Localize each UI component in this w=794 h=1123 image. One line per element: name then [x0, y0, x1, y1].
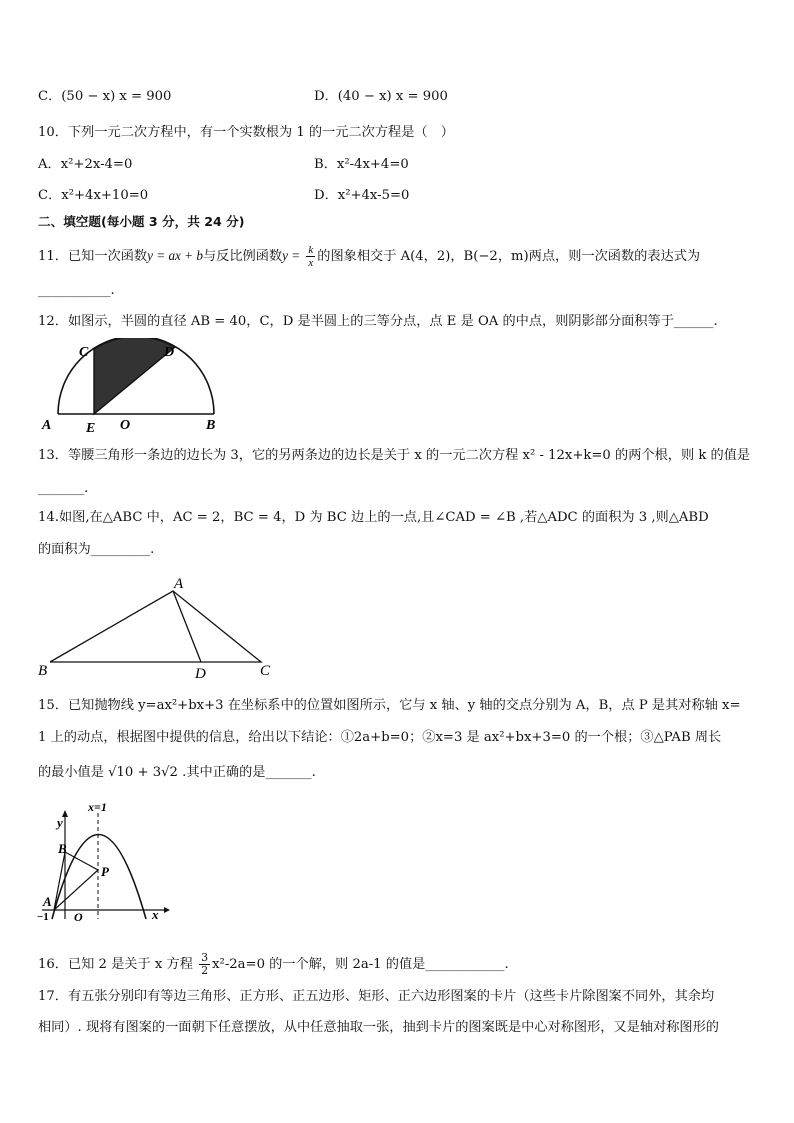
q12-label-o: O: [120, 418, 131, 433]
q10-option-d: D．x²+4x-5=0: [314, 188, 410, 203]
q11-fraction: [306, 244, 315, 269]
q15-label-neg1: −1: [37, 911, 49, 921]
q12-semicircle-figure: [36, 338, 226, 434]
q13-stem: 13．等腰三角形一条边的边长为 3，它的另两条边的边长是关于 x 的一元二次方程 x² - 12x+k=0 的两个根，则 k 的值是: [38, 448, 751, 463]
q16-pre: 16．已知 2 是关于 x 方程: [38, 957, 193, 972]
q15-label-axis: x=1: [88, 800, 107, 814]
q14-label-c: C: [260, 663, 271, 679]
q11-pre: 11．已知一次函数: [38, 249, 148, 264]
q12-label-a: A: [42, 418, 52, 433]
q14-triangle-figure: [34, 570, 284, 682]
q12-label-b: B: [206, 418, 216, 433]
q16-fraction-denominator: 2: [201, 964, 209, 977]
q15-line-3: 的最小值是 √10 + 3√2 .其中正确的是_______.: [38, 765, 316, 780]
q17-line-2: 相同）. 现将有图案的一面朝下任意摆放，从中任意抽取一张，抽到卡片的图案既是中心对称图形，又是轴对称图形的: [38, 1020, 719, 1035]
q15-label-y: y: [57, 815, 63, 830]
q14-label-b: B: [38, 663, 48, 679]
q16-stem: [38, 952, 509, 977]
q11-mid: 与反比例函数: [202, 249, 283, 264]
q11-post: 的图象相交于 A(4，2)，B(−2，m)两点，则一次函数的表达式为: [317, 249, 701, 264]
q11-fraction-denominator: x: [308, 257, 314, 269]
section-heading-fill-blank: 二、填空题(每小题 3 分，共 24 分): [38, 214, 245, 229]
q14-answer-line: 的面积为_________.: [38, 542, 155, 557]
q10-option-c: C．x²+4x+10=0: [38, 188, 149, 203]
q13-answer-blank: _______.: [38, 481, 89, 496]
q15-label-x: x: [152, 907, 159, 921]
q11-inverse-eq-lhs: y =: [282, 248, 301, 263]
q15-label-a: A: [43, 894, 52, 909]
q9-option-c: C．(50 − x) x = 900: [38, 89, 172, 104]
q15-label-b: B: [58, 841, 67, 856]
q12-stem: 12．如图示，半圆的直径 AB = 40，C，D 是半圆上的三等分点，点 E 是 OA 的中点，则阴影部分面积等于______.: [38, 314, 718, 329]
q11-linear-eq: y = ax + b: [147, 248, 203, 263]
q15-label-p: P: [101, 864, 109, 879]
q15-parabola-figure: [34, 797, 174, 921]
q14-label-a: A: [174, 576, 184, 592]
q14-label-d: D: [195, 666, 206, 682]
q15-label-o: O: [74, 910, 83, 921]
q15-line-1: 15．已知抛物线 y=ax²+bx+3 在坐标系中的位置如图所示，它与 x 轴、y 轴的交点分别为 A，B，点 P 是其对称轴 x=: [38, 698, 741, 713]
q11-answer-blank: ___________.: [38, 283, 115, 298]
q10-option-b: B．x²-4x+4=0: [314, 157, 409, 172]
q12-label-d: D: [164, 345, 175, 360]
q12-label-c: C: [79, 345, 89, 360]
q14-stem: 14.如图,在△ABC 中，AC = 2，BC = 4，D 为 BC 边上的一点,且∠CAD = ∠B ,若△ADC 的面积为 3 ,则△ABD: [38, 510, 709, 525]
q16-post: x²-2a=0 的一个解，则 2a-1 的值是____________.: [212, 957, 509, 972]
q9-option-d: D．(40 − x) x = 900: [314, 89, 448, 104]
q15-line-2: 1 上的动点，根据图中提供的信息，给出以下结论：①2a+b=0；②x=3 是 ax²+bx+3=0 的一个根；③△PAB 周长: [38, 730, 722, 745]
q16-fraction: [199, 952, 210, 977]
q10-stem: 10．下列一元二次方程中，有一个实数根为 1 的一元二次方程是（ ）: [38, 125, 454, 140]
q11-stem: [38, 244, 700, 269]
q12-label-e: E: [86, 421, 96, 434]
q16-fraction-numerator: 3: [201, 951, 209, 964]
q11-fraction-numerator: k: [308, 244, 314, 256]
q17-line-1: 17．有五张分别印有等边三角形、正方形、正五边形、矩形、正六边形图案的卡片（这些卡片除图案不同外，其余均: [38, 989, 715, 1004]
q10-option-a: A．x²+2x-4=0: [38, 157, 133, 172]
